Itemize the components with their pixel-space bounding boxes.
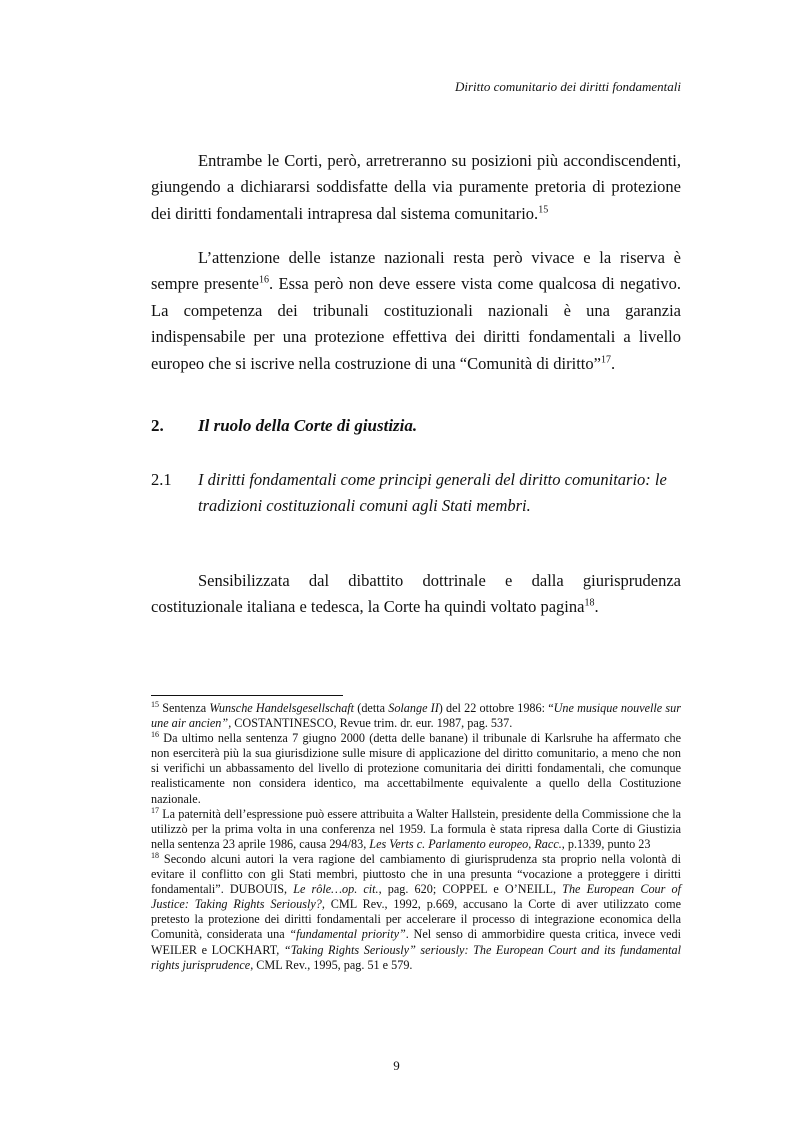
section-title: Il ruolo della Corte di giustizia. <box>198 416 418 435</box>
footnote-number: 17 <box>151 805 159 815</box>
footnote-separator <box>151 695 343 696</box>
body-paragraph-2 <box>151 245 681 377</box>
subsection-title: I diritti fondamentali come principi generali del diritto comunitario: le tradizioni costituzionali comuni agli Stati membri. <box>198 470 667 516</box>
footnote-number: 16 <box>151 730 159 740</box>
paragraph-text: L’attenzione delle istanze nazionali resta però vivace e la riserva è sempre presente <box>151 248 681 294</box>
footnote-text: , COSTANTINESCO, Revue trim. dr. eur. 1987, pag. 537. <box>228 716 513 731</box>
footnote-ref-16[interactable]: 16 <box>259 274 269 286</box>
footnote-italic: Le rôle…op. cit., <box>293 882 382 897</box>
footnote-italic: “Taking Rights Seriously” seriously: The European Court and its fundamental rights jurisprudence <box>151 942 681 972</box>
footnote-italic: Une musique nouvelle sur une air ancien” <box>151 701 681 731</box>
footnotes <box>151 701 681 973</box>
footnote-18 <box>151 852 681 973</box>
footnote-number: 18 <box>151 850 159 860</box>
footnote-15 <box>151 701 681 731</box>
footnote-text: pag. 620; COPPEL e O’NEILL, <box>381 882 563 897</box>
footnote-italic: Wunsche Handelsgesellschaft <box>209 701 355 715</box>
footnote-text: Secondo alcuni autori la vera ragione del cambiamento di giurisprudenza sta proprio nella volontà di evitare il conflitto con gli Stati membri, piuttosto che in una presunta “vocazione a proteggere i diritti fondamentali”. DUBOUIS, <box>151 851 681 897</box>
subsection-number: 2.1 <box>151 470 172 489</box>
body-paragraph-1 <box>151 148 681 227</box>
footnote-italic: “fundamental priority” <box>289 927 406 942</box>
footnote-italic: The European Cour of Justice: Taking Rights Seriously?, <box>151 882 681 912</box>
paragraph-text: . Essa però non deve essere vista come qualcosa di negativo. La competenza dei tribunali costituzionali nazionali è una garanzia indispensabile per una protezione effettiva dei diritti fondamentali a livello europeo che si iscrive nella costruzione di una “Comunità di diritto” <box>151 274 681 373</box>
paragraph-text: . <box>610 353 616 373</box>
footnote-16 <box>151 731 681 806</box>
footnote-text: (detta <box>354 701 389 715</box>
paragraph-text: Entrambe le Corti, però, arretreranno su posizioni più accondiscendenti, giungendo a dichiararsi soddisfatte della via puramente pretoria di protezione dei diritti fondamentali intrapresa dal sistema comunitario. <box>151 151 681 223</box>
subsection-heading-2-1 <box>151 467 681 520</box>
section-number: 2. <box>151 416 164 435</box>
paragraph-text: . <box>594 597 599 617</box>
footnote-text: Da ultimo nella sentenza 7 giugno 2000 (detta delle banane) il tribunale di Karlsruhe ha affermato che non eserciterà più la sua giurisdizione sulle misure di applicazione del diritto comunitario, a meno che non si verifichi un abbassamento del livello di protezione comunitaria dei diritti fondamentali, che comunque realisticamente non considera identico, ma accettabilmente equivalente a quello della Costituzione nazionale. <box>151 731 681 806</box>
footnote-text: Sentenza <box>159 701 210 715</box>
footnote-ref-18[interactable]: 18 <box>584 597 595 609</box>
footnote-text: La paternità dell’espressione può essere attribuita a Walter Hallstein, presidente della Commissione che la utilizzò per la prima volta in una conferenza nel 1959. La formula è stata ripresa dalla Corte di Giustizia nella sentenza 23 aprile 1986, causa 294/83, <box>151 806 681 851</box>
running-header: Diritto comunitario dei diritti fondamentali <box>454 79 681 94</box>
footnote-italic: Solange II <box>388 701 439 715</box>
footnote-text: , CML Rev., 1995, pag. 51 e 579. <box>250 957 413 972</box>
footnote-ref-15[interactable]: 15 <box>538 204 549 216</box>
footnote-text: , p.1339, punto 23 <box>561 836 651 851</box>
page-number: 9 <box>393 1058 400 1073</box>
footnote-ref-17[interactable]: 17 <box>600 354 611 366</box>
footnote-number: 15 <box>151 699 159 709</box>
footnote-text: ) del 22 ottobre 1986: “ <box>438 701 554 715</box>
paragraph-text: Sensibilizzata dal dibattito dottrinale e dalla giurisprudenza costituzionale italiana e tedesca, la Corte ha quindi voltato pagina <box>151 571 681 617</box>
footnote-text: . Nel senso di ammorbidire questa critica, invece vedi WEILER e LOCKHART, <box>151 927 681 957</box>
footnote-17 <box>151 807 681 852</box>
footnote-text: CML Rev., 1992, p.669, accusano la Corte di aver utilizzato come pretesto la protezione dei diritti fondamentali per accelerare il processo di integrazione economica della Comunità, considerata una <box>151 897 681 942</box>
section-heading-2 <box>151 416 681 436</box>
footnote-italic: Les Verts c. Parlamento europeo, Racc. <box>369 836 562 851</box>
body-paragraph-3 <box>151 568 681 621</box>
